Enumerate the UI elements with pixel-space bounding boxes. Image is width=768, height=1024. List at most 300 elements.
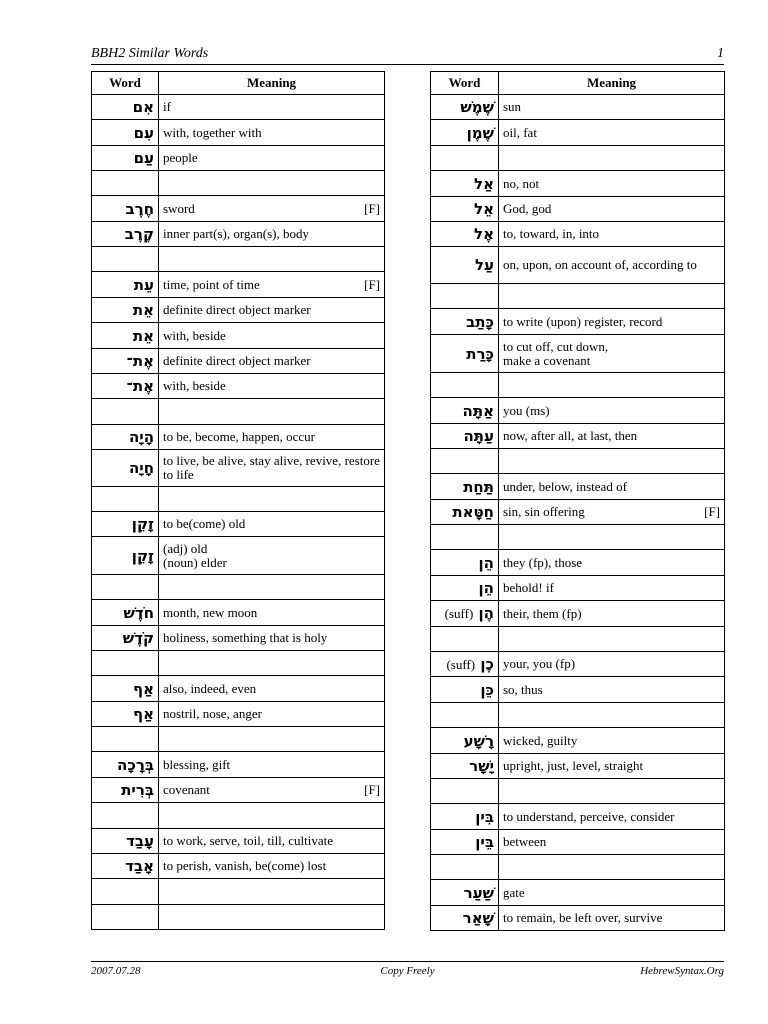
hebrew-word	[92, 171, 159, 196]
meaning-cell	[499, 525, 725, 550]
column-header-word: Word	[431, 72, 499, 95]
meaning-cell	[499, 197, 725, 222]
meaning-cell	[159, 374, 385, 399]
hebrew-word	[431, 449, 499, 474]
hebrew-word-text: חַטָּאת	[452, 503, 494, 521]
hebrew-word	[431, 703, 499, 728]
hebrew-word	[431, 525, 499, 550]
meaning-cell	[499, 309, 725, 335]
hebrew-word-text: אֵת	[132, 326, 154, 345]
hebrew-word-text: חָיָה	[128, 459, 154, 477]
meaning-cell	[499, 855, 725, 880]
hebrew-word-text: הֵן	[478, 579, 494, 597]
hebrew-word-text: אַתָּה	[462, 401, 494, 420]
meaning-text: they (fp), those	[503, 554, 583, 570]
meaning-text: gate	[503, 884, 525, 900]
meaning-text: no, not	[503, 175, 540, 191]
hebrew-word-text: אֶת־	[126, 352, 154, 370]
meaning-cell	[499, 728, 725, 754]
hebrew-word-text: חֶרֶב	[125, 199, 154, 218]
table-row	[92, 512, 385, 537]
hebrew-word	[92, 879, 159, 905]
meaning-cell	[159, 626, 385, 651]
meaning-text: with, together with	[163, 124, 262, 140]
table-row	[431, 804, 725, 830]
meaning-cell	[159, 146, 385, 171]
hebrew-word	[431, 171, 499, 197]
table-row	[431, 95, 725, 120]
table-row	[92, 537, 385, 575]
meaning-text: under, below, instead of	[503, 478, 627, 494]
meaning-cell	[159, 803, 385, 829]
suffix-label: (suff)	[446, 656, 476, 672]
meaning-cell	[159, 537, 385, 575]
table-row	[431, 424, 725, 449]
hebrew-word	[431, 373, 499, 398]
column-header-meaning: Meaning	[159, 72, 385, 95]
hebrew-word-text: שֶׁמֶשׁ	[460, 98, 494, 116]
meaning-cell	[159, 298, 385, 323]
table-row	[92, 120, 385, 146]
hebrew-word	[431, 906, 499, 931]
hebrew-word	[92, 626, 159, 651]
meaning-text: to understand, perceive, consider	[503, 808, 675, 824]
meaning-text: to live, be alive, stay alive, revive, restore to life	[163, 453, 380, 482]
hebrew-word	[92, 399, 159, 425]
table-row	[92, 651, 385, 676]
hebrew-word-text: אֵל	[474, 200, 494, 218]
hebrew-word	[431, 500, 499, 525]
hebrew-word	[431, 222, 499, 247]
page-footer	[91, 961, 724, 982]
hebrew-word	[431, 247, 499, 284]
hebrew-word	[431, 830, 499, 855]
hebrew-word	[92, 247, 159, 272]
meaning-cell	[499, 601, 725, 627]
hebrew-word	[92, 450, 159, 487]
meaning-cell	[499, 284, 725, 309]
table-row	[431, 373, 725, 398]
table-row	[431, 474, 725, 500]
hebrew-word	[92, 829, 159, 854]
hebrew-word	[431, 627, 499, 652]
table-row	[92, 752, 385, 778]
hebrew-word	[92, 120, 159, 146]
table-row	[92, 676, 385, 702]
hebrew-word	[431, 197, 499, 222]
suffix-label: (suff)	[444, 606, 474, 621]
table-row	[431, 728, 725, 754]
hebrew-word-text: אֶל	[474, 225, 494, 243]
hebrew-word	[92, 905, 159, 930]
meaning-cell	[499, 677, 725, 703]
meaning-cell	[159, 95, 385, 120]
hebrew-word-text: אִם	[132, 98, 154, 116]
hebrew-word-text: כָּרַת	[466, 344, 494, 363]
hebrew-word	[431, 309, 499, 335]
table-row	[92, 349, 385, 374]
hebrew-word	[92, 298, 159, 323]
hebrew-word	[431, 728, 499, 754]
hebrew-word	[92, 512, 159, 537]
meaning-cell	[499, 424, 725, 449]
table-row	[92, 272, 385, 298]
table-row	[92, 829, 385, 854]
hebrew-word-text: עַל	[474, 256, 494, 274]
hebrew-word	[431, 95, 499, 120]
hebrew-word	[92, 95, 159, 120]
table-row	[431, 525, 725, 550]
hebrew-word-text: שֶׁמֶן	[466, 123, 494, 142]
hebrew-word	[92, 425, 159, 450]
meaning-cell	[159, 778, 385, 803]
table-row	[92, 374, 385, 399]
meaning-text: (adj) old (noun) elder	[163, 540, 227, 570]
hebrew-word	[92, 575, 159, 600]
meaning-cell	[499, 880, 725, 906]
hebrew-word	[431, 550, 499, 576]
page-number: 1	[717, 46, 724, 61]
meaning-cell	[159, 600, 385, 626]
hebrew-word	[431, 855, 499, 880]
table-row	[92, 146, 385, 171]
hebrew-word	[92, 727, 159, 752]
meaning-text: so, thus	[503, 681, 543, 697]
hebrew-word	[431, 804, 499, 830]
table-row	[92, 323, 385, 349]
meaning-text: also, indeed, even	[163, 680, 257, 696]
hebrew-word-text: יָשָׁר	[469, 757, 494, 775]
table-row	[431, 284, 725, 309]
meaning-text: definite direct object marker	[163, 353, 311, 368]
vocab-table-left	[91, 71, 385, 930]
hebrew-word	[431, 398, 499, 424]
table-row	[431, 830, 725, 855]
hebrew-word	[92, 272, 159, 298]
meaning-text: to perish, vanish, be(come) lost	[163, 858, 327, 873]
meaning-cell	[159, 171, 385, 196]
hebrew-word-text: אַל	[474, 174, 494, 193]
meaning-cell	[159, 905, 385, 930]
gender-tag: [F]	[364, 200, 380, 216]
meaning-text: behold! if	[503, 580, 554, 595]
meaning-text: if	[163, 99, 171, 114]
table-row	[92, 879, 385, 905]
hebrew-word-text: כֶן	[480, 654, 494, 673]
table-row	[92, 600, 385, 626]
table-row	[431, 906, 725, 931]
hebrew-word-text: בְּרָכָה	[117, 755, 154, 774]
table-row	[431, 703, 725, 728]
hebrew-word	[92, 778, 159, 803]
meaning-text: month, new moon	[163, 604, 258, 620]
hebrew-word-text: כֵּן	[480, 680, 494, 699]
table-row	[431, 754, 725, 779]
meaning-cell	[499, 550, 725, 576]
hebrew-word	[92, 487, 159, 512]
meaning-cell	[159, 272, 385, 298]
hebrew-word-text: עָבַד	[126, 832, 154, 850]
hebrew-word	[431, 474, 499, 500]
meaning-text: their, them (fp)	[503, 605, 582, 621]
table-row	[92, 854, 385, 879]
hebrew-word	[431, 335, 499, 373]
table-row	[92, 778, 385, 803]
document-title: BBH2 Similar Words	[91, 46, 209, 61]
meaning-cell	[499, 373, 725, 398]
table-row	[431, 576, 725, 601]
hebrew-word	[92, 651, 159, 676]
meaning-text: upright, just, level, straight	[503, 758, 644, 773]
table-row	[431, 500, 725, 525]
meaning-cell	[159, 575, 385, 600]
meaning-text: God, god	[503, 201, 552, 216]
table-row	[92, 803, 385, 829]
meaning-cell	[159, 854, 385, 879]
hebrew-word-text: רָשָׁע	[463, 731, 494, 750]
meaning-cell	[499, 222, 725, 247]
table-row	[92, 905, 385, 930]
meaning-cell	[159, 425, 385, 450]
hebrew-word	[92, 854, 159, 879]
hebrew-word	[92, 323, 159, 349]
meaning-cell	[499, 171, 725, 197]
table-row	[92, 450, 385, 487]
meaning-text: holiness, something that is holy	[163, 630, 328, 645]
hebrew-word	[431, 880, 499, 906]
meaning-cell	[499, 398, 725, 424]
meaning-cell	[499, 146, 725, 171]
hebrew-word-text: הָיָה	[128, 428, 154, 446]
meaning-text: to write (upon) register, record	[503, 313, 663, 329]
gender-tag: [F]	[364, 782, 380, 797]
table-row	[431, 247, 725, 284]
hebrew-word	[92, 374, 159, 399]
meaning-text: people	[163, 150, 198, 165]
meaning-text: to be(come) old	[163, 516, 246, 531]
meaning-text: your, you (fp)	[503, 656, 576, 671]
hebrew-word	[431, 424, 499, 449]
meaning-cell	[159, 879, 385, 905]
table-row	[431, 601, 725, 627]
meaning-cell	[159, 196, 385, 222]
hebrew-word-text: אֵת	[132, 301, 154, 319]
table-row	[92, 222, 385, 247]
meaning-text: to work, serve, toil, till, cultivate	[163, 833, 334, 848]
hebrew-word-text: זָקֵן	[131, 546, 154, 565]
hebrew-word-text: בְּרִית	[121, 781, 154, 799]
table-row	[92, 626, 385, 651]
hebrew-word-text: אָבַד	[125, 857, 154, 875]
meaning-text: to cut off, cut down, make a covenant	[503, 338, 609, 368]
hebrew-word-text: זָקֵן	[131, 515, 154, 533]
hebrew-word-text: שַׁעַר	[463, 883, 494, 902]
page-header	[91, 44, 724, 65]
meaning-text: time, point of time	[163, 276, 260, 292]
hebrew-word-text: עַתָּה	[463, 427, 494, 445]
hebrew-word-text: עִם	[133, 123, 154, 142]
meaning-text: to remain, be left over, survive	[503, 910, 663, 925]
meaning-cell	[499, 95, 725, 120]
table-row	[431, 120, 725, 146]
meaning-text: sun	[503, 99, 522, 114]
hebrew-word	[431, 779, 499, 804]
meaning-cell	[499, 576, 725, 601]
table-row	[92, 298, 385, 323]
meaning-text: now, after all, at last, then	[503, 428, 638, 443]
meaning-cell	[499, 754, 725, 779]
meaning-text: between	[503, 834, 547, 849]
hebrew-word	[431, 284, 499, 309]
hebrew-word-text: כָּתַב	[466, 312, 494, 331]
meaning-cell	[499, 247, 725, 284]
hebrew-word	[431, 652, 499, 677]
table-row	[431, 222, 725, 247]
hebrew-word	[92, 676, 159, 702]
table-row	[431, 197, 725, 222]
meaning-text: you (ms)	[503, 402, 550, 418]
meaning-cell	[499, 804, 725, 830]
gender-tag: [F]	[704, 504, 720, 519]
hebrew-word	[92, 349, 159, 374]
table-row	[92, 196, 385, 222]
meaning-cell	[159, 752, 385, 778]
table-row	[92, 702, 385, 727]
meaning-cell	[159, 512, 385, 537]
hebrew-word	[431, 754, 499, 779]
meaning-cell	[159, 829, 385, 854]
meaning-cell	[159, 222, 385, 247]
meaning-cell	[499, 120, 725, 146]
table-row	[431, 779, 725, 804]
meaning-cell	[499, 500, 725, 525]
meaning-cell	[499, 335, 725, 373]
meaning-cell	[499, 703, 725, 728]
meaning-cell	[499, 779, 725, 804]
table-row	[92, 171, 385, 196]
hebrew-word	[92, 196, 159, 222]
meaning-cell	[159, 399, 385, 425]
table-row	[431, 627, 725, 652]
hebrew-word-text: תַּחַת	[463, 477, 494, 496]
meaning-text: with, beside	[163, 378, 226, 393]
vocab-table-right	[430, 71, 725, 931]
footer-site: HebrewSyntax.Org	[640, 965, 724, 977]
hebrew-word-text: קֹדֶשׁ	[122, 629, 154, 647]
table-row	[431, 309, 725, 335]
meaning-cell	[499, 652, 725, 677]
hebrew-word-text: אֶת־	[126, 377, 154, 395]
meaning-cell	[159, 323, 385, 349]
meaning-cell	[159, 120, 385, 146]
hebrew-word	[92, 752, 159, 778]
table-row	[431, 550, 725, 576]
meaning-text: covenant	[163, 782, 210, 797]
meaning-text: oil, fat	[503, 124, 537, 140]
meaning-cell	[499, 449, 725, 474]
table-row	[92, 247, 385, 272]
hebrew-word	[431, 601, 499, 627]
meaning-text: sin, sin offering	[503, 504, 585, 519]
meaning-cell	[159, 450, 385, 487]
table-row	[431, 146, 725, 171]
table-row	[431, 880, 725, 906]
table-row	[431, 855, 725, 880]
hebrew-word	[92, 537, 159, 575]
table-row	[92, 399, 385, 425]
hebrew-word	[92, 600, 159, 626]
meaning-cell	[159, 676, 385, 702]
hebrew-word-text: חֹדֶשׁ	[123, 603, 154, 622]
hebrew-word-text: בֵּין	[475, 833, 494, 851]
hebrew-word-text: אַף	[132, 705, 154, 723]
hebrew-word-text: קֶרֶב	[124, 225, 154, 243]
hebrew-word-text: אַף	[132, 679, 154, 698]
hebrew-word	[92, 222, 159, 247]
meaning-cell	[499, 627, 725, 652]
column-header-word: Word	[92, 72, 159, 95]
column-header-meaning: Meaning	[499, 72, 725, 95]
meaning-cell	[159, 487, 385, 512]
hebrew-word-text: שָׁאַר	[462, 909, 494, 927]
table-row	[92, 487, 385, 512]
hebrew-word	[431, 576, 499, 601]
hebrew-word	[92, 803, 159, 829]
gender-tag: [F]	[364, 276, 380, 292]
table-row	[431, 335, 725, 373]
meaning-cell	[499, 906, 725, 931]
table-row	[431, 171, 725, 197]
hebrew-word-text: עֵת	[133, 275, 154, 294]
hebrew-word-text: בִּין	[475, 807, 494, 826]
meaning-text: definite direct object marker	[163, 302, 311, 317]
meaning-cell	[499, 830, 725, 855]
hebrew-word	[431, 146, 499, 171]
meaning-text: to, toward, in, into	[503, 226, 600, 241]
meaning-cell	[159, 702, 385, 727]
meaning-cell	[159, 349, 385, 374]
footer-date: 2007.07.28	[91, 965, 141, 977]
footer-license: Copy Freely	[380, 965, 435, 977]
hebrew-word-text: הֵן	[478, 553, 494, 572]
meaning-text: with, beside	[163, 327, 226, 343]
table-row	[92, 95, 385, 120]
hebrew-word	[92, 146, 159, 171]
meaning-text: sword	[163, 200, 195, 216]
meaning-cell	[499, 474, 725, 500]
table-row	[431, 449, 725, 474]
table-row	[431, 652, 725, 677]
meaning-text: inner part(s), organ(s), body	[163, 226, 309, 241]
meaning-text: wicked, guilty	[503, 732, 578, 748]
hebrew-word	[431, 120, 499, 146]
meaning-text: to be, become, happen, occur	[163, 429, 315, 444]
meaning-text: nostril, nose, anger	[163, 706, 262, 721]
meaning-cell	[159, 651, 385, 676]
table-row	[92, 425, 385, 450]
meaning-text: blessing, gift	[163, 756, 231, 772]
hebrew-word	[92, 702, 159, 727]
hebrew-word-text: הֶן	[478, 604, 494, 622]
meaning-cell	[159, 727, 385, 752]
table-row	[431, 398, 725, 424]
table-row	[92, 575, 385, 600]
hebrew-word-text: עַם	[133, 149, 154, 167]
meaning-text: on, upon, on account of, according to	[503, 257, 697, 272]
table-row	[431, 677, 725, 703]
meaning-cell	[159, 247, 385, 272]
table-row	[92, 727, 385, 752]
